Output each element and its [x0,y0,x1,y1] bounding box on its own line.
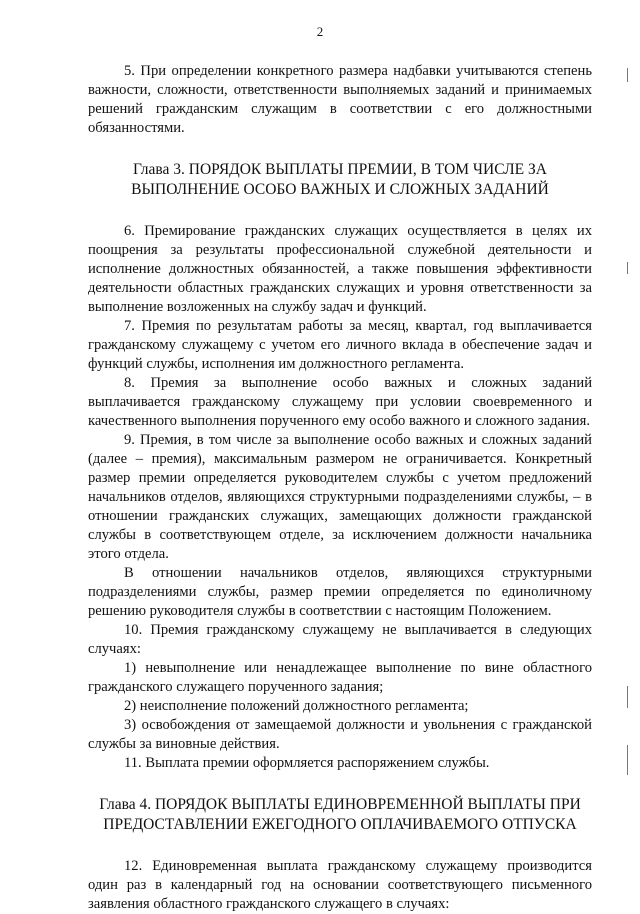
paragraph-9: 9. Премия, в том числе за выполнение особо важных и сложных заданий (далее – премия), максимальным размером не ограничивается. Конкретный размер премии определяется руководителем службы с учетом предложений начальников отделов, являющихся структурными подразделениями службы, – в отношении гражданских служащих, замещающих должности гражданской службы в соответствующем отделе, за исключением должности начальника этого отдела. [88,432,592,562]
chapter-3-heading: Глава 3. ПОРЯДОК ВЫПЛАТЫ ПРЕМИИ, В ТОМ ЧИСЛЕ ЗА ВЫПОЛНЕНИЕ ОСОБО ВАЖНЫХ И СЛОЖНЫХ ЗАДАНИЙ [131,161,549,198]
paragraph-7: 7. Премия по результатам работы за месяц, квартал, год выплачивается гражданскому служащему с учетом его личного вклада в обеспечение задач и функций службы, исполнения им должностного регламента. [88,318,592,372]
paragraph-12: 12. Единовременная выплата гражданскому служащему производится один раз в календарный год на основании соответствующего письменного заявления областного гражданского служащего в случаях: [88,858,592,912]
scan-margin-mark [627,262,628,274]
list-item-1: 1) невыполнение или ненадлежащее выполнение по вине областного гражданского служащего порученного задания; [88,660,592,695]
paragraph-11: 11. Выплата премии оформляется распоряжением службы. [124,755,490,771]
document-body [88,62,592,914]
scan-margin-mark [627,68,628,82]
page-number: 2 [316,24,324,39]
paragraph-8: 8. Премия за выполнение особо важных и сложных заданий выплачивается гражданскому служащему при условии своевременного и качественного выполнения порученного ему особо важного и сложного задания. [88,375,592,429]
list-item-3: 3) освобождения от замещаемой должности и увольнения с гражданской службы за виновные действия. [88,717,592,752]
paragraph-5: 5. При определении конкретного размера надбавки учитываются степень важности, сложности, ответственности выполняемых заданий и принимаемых решений гражданским служащим в соответствии с его должностными обязанностями. [88,63,592,136]
paragraph-10: 10. Премия гражданскому служащему не выплачивается в следующих случаях: [88,622,592,657]
paragraph-9-continuation: В отношении начальников отделов, являющихся структурными подразделениями службы, размер премии определяется по единоличному решению руководителя службы в соответствии с настоящим Положением. [88,565,592,619]
paragraph-6: 6. Премирование гражданских служащих осуществляется в целях их поощрения за результаты профессиональной служебной деятельности и исполнение должностных обязанностей, а также повышения эффективности деятельности областных гражданских служащих и уровня ответственности за выполнение возложенных на службу задач и функций. [88,223,592,315]
scan-margin-mark [627,686,628,708]
scan-margin-mark [627,745,628,775]
chapter-4-heading: Глава 4. ПОРЯДОК ВЫПЛАТЫ ЕДИНОВРЕМЕННОЙ ВЫПЛАТЫ ПРИ ПРЕДОСТАВЛЕНИИ ЕЖЕГОДНОГО ОПЛАЧИВАЕМОГО ОТПУСКА [99,796,581,833]
list-item-2: 2) неисполнение положений должностного регламента; [124,698,469,714]
